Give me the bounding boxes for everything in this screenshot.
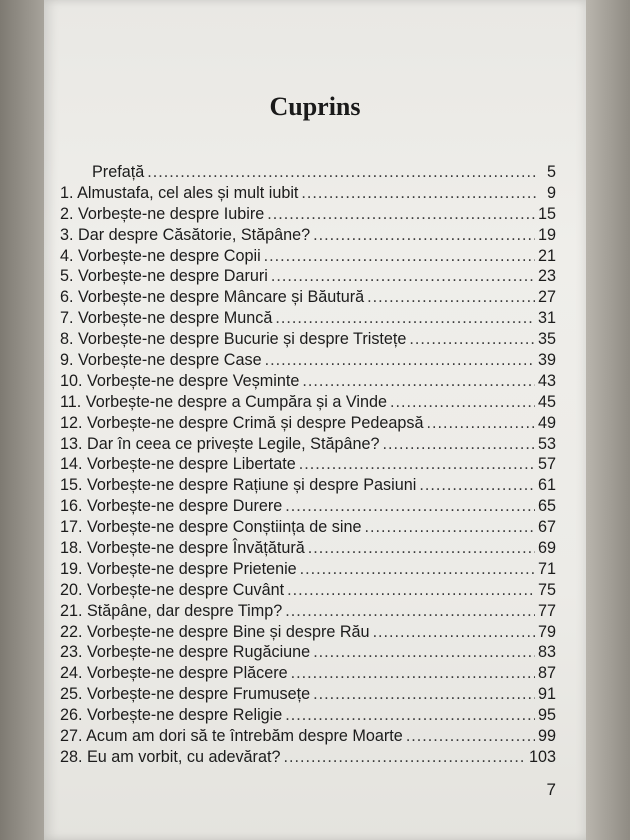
toc-entry-label: 6. Vorbește-ne despre Mâncare și Băutură <box>60 288 365 307</box>
toc-entry-page: 53 <box>537 434 556 453</box>
toc-entry <box>60 372 556 393</box>
toc-entry-preface <box>60 163 556 184</box>
toc-entry-label: 9. Vorbește-ne despre Case <box>60 351 262 370</box>
toc-entry-label: 1. Almustafa, cel ales și mult iubit <box>60 183 299 202</box>
toc-entry <box>60 351 556 372</box>
dot-leader <box>390 393 535 412</box>
toc-entry <box>60 685 556 706</box>
toc-entry-label: 10. Vorbește-ne despre Veșminte <box>60 371 300 390</box>
toc-entry-label: 21. Stăpâne, dar despre Timp? <box>60 601 283 620</box>
dot-leader <box>382 435 535 454</box>
toc-entry <box>60 309 556 330</box>
toc-entry <box>60 393 556 414</box>
toc-entry-label: 7. Vorbește-ne despre Muncă <box>60 309 273 328</box>
toc-entry-page: 21 <box>537 246 556 265</box>
toc-entry <box>60 664 556 685</box>
toc-entry-page: 49 <box>537 413 556 432</box>
toc-entry-label: 14. Vorbește-ne despre Libertate <box>60 455 296 474</box>
toc-entry-label: 22. Vorbește-ne despre Bine și despre Rău <box>60 622 370 641</box>
toc-entry-label: 8. Vorbește-ne despre Bucurie și despre Tristețe <box>60 330 407 349</box>
dot-leader <box>275 309 535 328</box>
toc-entry <box>60 560 556 581</box>
toc-entry <box>60 581 556 602</box>
toc-entry-page: 35 <box>537 330 556 349</box>
dot-leader <box>406 727 535 746</box>
toc-entry-label: 3. Dar despre Căsătorie, Stăpâne? <box>60 225 311 244</box>
toc-entry <box>60 247 556 268</box>
dot-leader <box>291 664 535 683</box>
toc-entry-page: 39 <box>537 351 556 370</box>
toc-entry-label: 19. Vorbește-ne despre Prietenie <box>60 559 297 578</box>
table-of-contents <box>60 163 556 769</box>
toc-entry-page: 77 <box>537 601 556 620</box>
page-number: 7 <box>546 780 556 799</box>
dot-leader <box>313 226 535 245</box>
toc-entry-label: 2. Vorbește-ne despre Iubire <box>60 204 265 223</box>
toc-entry-label: 17. Vorbește-ne despre Conștiința de sine <box>60 518 362 537</box>
toc-entry <box>60 602 556 623</box>
toc-entry <box>60 623 556 644</box>
toc-entry-page: 65 <box>537 497 556 516</box>
toc-entry <box>60 414 556 435</box>
toc-entry <box>60 539 556 560</box>
toc-entry <box>60 288 556 309</box>
toc-entry-label: 28. Eu am vorbit, cu adevărat? <box>60 747 281 766</box>
dot-leader <box>427 414 535 433</box>
dot-leader <box>285 706 535 725</box>
toc-entry-page: 45 <box>537 392 556 411</box>
backdrop-left <box>0 0 44 840</box>
page-title: Cuprins <box>269 92 361 121</box>
book-page <box>44 0 586 840</box>
dot-leader <box>287 581 535 600</box>
dot-leader <box>285 497 535 516</box>
dot-leader <box>283 748 526 767</box>
toc-entry-page: 99 <box>537 727 556 746</box>
toc-entry-label: 12. Vorbește-ne despre Crimă și despre Pedeapsă <box>60 413 424 432</box>
toc-entry <box>60 643 556 664</box>
toc-entry <box>60 727 556 748</box>
toc-entry-label: 25. Vorbește-ne despre Frumusețe <box>60 685 311 704</box>
toc-entry-page: 61 <box>537 476 556 495</box>
toc-entry-page: 87 <box>537 664 556 683</box>
toc-entry-label: 4. Vorbește-ne despre Copii <box>60 246 261 265</box>
toc-entry-page: 95 <box>537 706 556 725</box>
toc-entry-label: 11. Vorbește-ne despre a Cumpăra și a Vinde <box>60 392 387 411</box>
toc-entry-label: 18. Vorbește-ne despre Învățătură <box>60 539 305 558</box>
dot-leader <box>302 372 535 391</box>
toc-entry-page: 57 <box>537 455 556 474</box>
toc-entry-label: 15. Vorbește-ne despre Rațiune și despre Pasiuni <box>60 476 417 495</box>
toc-entry-page: 15 <box>537 204 556 223</box>
toc-entry-page: 71 <box>537 559 556 578</box>
dot-leader <box>147 163 537 182</box>
dot-leader <box>367 288 535 307</box>
toc-entry-page: 19 <box>537 225 556 244</box>
toc-entry-page: 103 <box>528 747 556 766</box>
toc-entry <box>60 435 556 456</box>
dot-leader <box>313 685 535 704</box>
toc-entry-label: 27. Acum am dori să te întrebăm despre Moarte <box>60 727 403 746</box>
toc-entry-page: 67 <box>537 518 556 537</box>
toc-entry-label: 20. Vorbește-ne despre Cuvânt <box>60 580 285 599</box>
toc-entry-label: 24. Vorbește-ne despre Plăcere <box>60 664 288 683</box>
dot-leader <box>409 330 535 349</box>
toc-entry <box>60 184 556 205</box>
toc-entry <box>60 748 556 769</box>
dot-leader <box>301 184 537 203</box>
toc-entry-page: 75 <box>537 580 556 599</box>
dot-leader <box>271 267 535 286</box>
toc-entry-page: 83 <box>537 643 556 662</box>
dot-leader <box>419 476 535 495</box>
toc-entry <box>60 330 556 351</box>
toc-entry-page: 43 <box>537 371 556 390</box>
toc-entry <box>60 226 556 247</box>
toc-entry-page: 79 <box>537 622 556 641</box>
toc-entry <box>60 706 556 727</box>
toc-entry-label: 13. Dar în ceea ce privește Legile, Stăpâne? <box>60 434 380 453</box>
dot-leader <box>299 455 535 474</box>
toc-entry-page: 69 <box>537 539 556 558</box>
toc-entry-label: Prefață <box>92 163 145 181</box>
toc-entry-label: 5. Vorbește-ne despre Daruri <box>60 267 268 286</box>
dot-leader <box>264 247 535 266</box>
toc-entry <box>60 497 556 518</box>
toc-entry-label: 26. Vorbește-ne despre Religie <box>60 706 283 725</box>
dot-leader <box>313 643 535 662</box>
toc-entry-page: 9 <box>546 183 556 202</box>
toc-entry-page: 23 <box>537 267 556 286</box>
toc-entry-page: 91 <box>537 685 556 704</box>
toc-entry <box>60 518 556 539</box>
dot-leader <box>364 518 535 537</box>
toc-entry <box>60 267 556 288</box>
toc-entry-label: 16. Vorbește-ne despre Durere <box>60 497 283 516</box>
toc-entry <box>60 476 556 497</box>
dot-leader <box>300 560 535 579</box>
dot-leader <box>265 351 535 370</box>
toc-entry-page: 5 <box>546 163 556 181</box>
toc-entry-page: 27 <box>537 288 556 307</box>
dot-leader <box>285 602 535 621</box>
toc-entry-page: 31 <box>537 309 556 328</box>
toc-entry <box>60 205 556 226</box>
toc-entry <box>60 455 556 476</box>
backdrop-right <box>586 0 630 840</box>
dot-leader <box>373 623 535 642</box>
dot-leader <box>267 205 535 224</box>
dot-leader <box>308 539 535 558</box>
toc-entry-label: 23. Vorbește-ne despre Rugăciune <box>60 643 311 662</box>
